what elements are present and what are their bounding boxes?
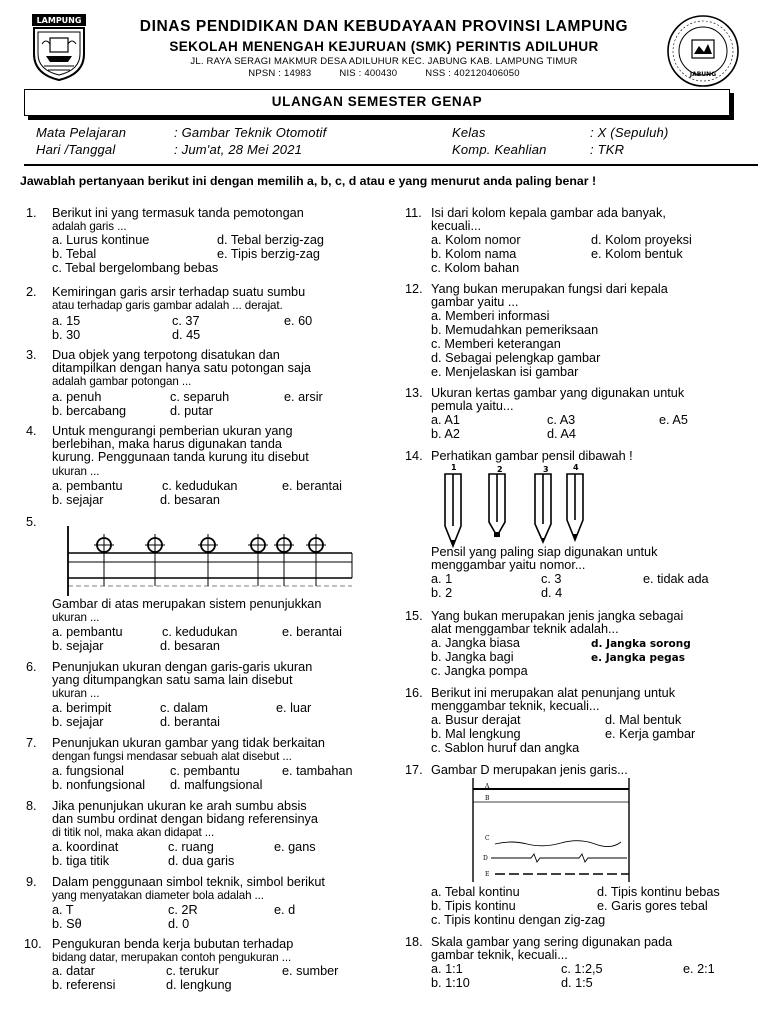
question-number: 7.	[26, 736, 37, 750]
line-b-label: B	[485, 795, 490, 802]
question-number: 4.	[26, 424, 37, 438]
option-e[interactable]: e. luar	[276, 701, 312, 715]
question-text: Untuk mengurangi pemberian ukuran yang	[52, 424, 293, 438]
option-c[interactable]: c. separuh	[170, 390, 230, 404]
option-e[interactable]: e. Kolom bentuk	[591, 247, 683, 261]
question-text: Isi dari kolom kepala gambar ada banyak,	[431, 206, 666, 220]
option-b[interactable]: b. 2	[431, 586, 453, 600]
option-b[interactable]: b. referensi	[52, 978, 116, 992]
question-text: ukuran ...	[52, 687, 100, 701]
question-text: Yang bukan merupakan jenis jangka sebagai	[431, 609, 684, 623]
question-text: adalah gambar potongan ...	[52, 375, 192, 389]
option-c[interactable]: c. dalam	[160, 701, 208, 715]
option-b[interactable]: b. Sθ	[52, 917, 82, 931]
question-text: Gambar D merupakan jenis garis...	[431, 763, 628, 777]
question-text: Berikut ini yang termasuk tanda pemotongan	[52, 206, 304, 220]
option-a[interactable]: a. koordinat	[52, 840, 119, 854]
logo-right-text: JABUNG	[689, 71, 717, 78]
question-text: Gambar di atas merupakan sistem penunjukkan	[52, 597, 322, 611]
option-b[interactable]: b. sejajar	[52, 639, 104, 653]
option-a[interactable]: a. Memberi informasi	[431, 309, 550, 323]
option-e[interactable]: e. arsir	[284, 390, 323, 404]
option-a[interactable]: a. datar	[52, 964, 96, 978]
option-e[interactable]: e. A5	[659, 413, 688, 427]
option-c[interactable]: c. 2R	[168, 903, 198, 917]
option-d[interactable]: d. lengkung	[166, 978, 232, 992]
date-label: Hari /Tanggal	[36, 142, 116, 157]
option-a[interactable]: a. berimpit	[52, 701, 112, 715]
logo-left-text: LAMPUNG	[36, 16, 82, 25]
option-b[interactable]: b. tiga titik	[52, 854, 110, 868]
question-number: 15.	[405, 609, 423, 623]
question-number: 6.	[26, 660, 37, 674]
option-d[interactable]: d. Sebagai pelengkap gambar	[431, 351, 601, 365]
option-d[interactable]: d. dua garis	[168, 854, 235, 868]
question-number: 2.	[26, 285, 37, 299]
question-text: kurung. Penggunaan tanda kurung itu disebut	[52, 450, 309, 465]
right-column	[405, 0, 739, 1024]
question-text: gambar teknik, kecuali...	[431, 948, 568, 963]
question-text: pemula yaitu...	[431, 399, 514, 414]
question-number: 12.	[405, 282, 423, 296]
option-a[interactable]: a. pembantu	[52, 479, 123, 493]
option-a[interactable]: a. pembantu	[52, 625, 123, 639]
school-address: JL. RAYA SERAGI MAKMUR DESA ADILUHUR KEC. JABUNG KAB. LAMPUNG TIMUR	[190, 56, 578, 67]
option-c[interactable]: c. pembantu	[170, 764, 240, 778]
question-number: 13.	[405, 386, 423, 400]
question-number: 1.	[26, 206, 37, 220]
option-a[interactable]: a. Jangka biasa	[431, 636, 520, 650]
option-b[interactable]: b. nonfungsional	[52, 778, 146, 792]
option-b[interactable]: b. 1:10	[431, 976, 470, 990]
class-value: : X (Sepuluh)	[590, 125, 669, 140]
nis-text: NIS : 400430	[339, 68, 398, 79]
class-label: Kelas	[452, 125, 486, 140]
option-c[interactable]: c. Tipis kontinu dengan zig-zag	[431, 913, 606, 927]
exam-title: ULANGAN SEMESTER GENAP	[24, 89, 730, 116]
option-a[interactable]: a. Kolom nomor	[431, 233, 521, 247]
option-c[interactable]: c. kedudukan	[162, 479, 238, 493]
question-text: Pensil yang paling siap digunakan untuk	[431, 545, 658, 559]
option-d[interactable]: d. besaran	[160, 639, 220, 653]
institution-heading: DINAS PENDIDIKAN DAN KEBUDAYAAN PROVINSI LAMPUNG	[139, 18, 629, 35]
question-text: Dua objek yang terpotong disatukan dan	[52, 348, 280, 362]
line-a-label: A	[485, 783, 490, 790]
option-a[interactable]: a. penuh	[52, 390, 102, 404]
option-a[interactable]: a. Busur derajat	[431, 713, 521, 727]
option-d[interactable]: d. Tipis kontinu bebas	[597, 885, 720, 899]
question-text: menggambar yaitu nomor...	[431, 558, 586, 573]
question-number: 5.	[26, 515, 37, 529]
option-a[interactable]: a. A1	[431, 413, 460, 427]
option-b[interactable]: b. 30	[52, 328, 81, 342]
question-text: Jika penunjukan ukuran ke arah sumbu absis	[52, 799, 307, 813]
option-c[interactable]: c. Tebal bergelombang bebas	[52, 261, 219, 275]
question-number: 16.	[405, 686, 423, 700]
date-value: : Jum'at, 28 Mei 2021	[174, 142, 303, 157]
option-e[interactable]: e. Garis gores tebal	[597, 899, 708, 913]
option-d[interactable]: d. Jangka sorong	[591, 638, 691, 650]
question-text: Perhatikan gambar pensil dibawah !	[431, 449, 633, 463]
question-number: 17.	[405, 763, 423, 777]
pencil-3-label: 3	[543, 465, 549, 474]
question-text: Dalam penggunaan simbol teknik, simbol berikut	[52, 875, 325, 889]
nss-text: NSS : 402120406050	[425, 68, 520, 79]
option-c[interactable]: c. A3	[547, 413, 576, 427]
option-d[interactable]: d. Mal bentuk	[605, 713, 682, 727]
option-c[interactable]: c. 37	[172, 314, 200, 328]
option-e[interactable]: e. gans	[274, 840, 316, 854]
option-d[interactable]: d. Kolom proyeksi	[591, 233, 692, 247]
option-e[interactable]: e. Menjelaskan isi gambar	[431, 365, 579, 379]
option-c[interactable]: c. Memberi keterangan	[431, 337, 561, 351]
question-text: adalah garis ...	[52, 220, 127, 234]
option-b[interactable]: b. Jangka bagi	[431, 650, 514, 664]
left-column	[26, 0, 358, 1024]
instructions: Jawablah pertanyaan berikut ini dengan memilih a, b, c, d atau e yang menurut anda paling benar !	[20, 174, 597, 188]
question-text: kecuali...	[431, 219, 482, 234]
option-b[interactable]: b. sejajar	[52, 715, 104, 729]
question-number: 18.	[405, 935, 423, 949]
option-c[interactable]: c. 1:2,5	[561, 962, 603, 976]
line-types-drawing	[471, 778, 739, 884]
npsn-text: NPSN : 14983	[248, 68, 312, 79]
option-d[interactable]: d. 1:5	[561, 976, 593, 990]
question-text: alat menggambar teknik adalah...	[431, 622, 619, 637]
question-text: Penunjukan ukuran dengan garis-garis ukuran	[52, 660, 313, 674]
option-b[interactable]: b. A2	[431, 427, 460, 441]
option-a[interactable]: a. Lurus kontinue	[52, 233, 150, 247]
option-b[interactable]: b. Tebal	[52, 247, 97, 261]
option-a[interactable]: a. 15	[52, 314, 81, 328]
school-name: SEKOLAH MENENGAH KEJURUAN (SMK) PERINTIS ADILUHUR	[169, 39, 599, 54]
option-e[interactable]: e. berantai	[282, 479, 342, 493]
option-c[interactable]: c. kedudukan	[162, 625, 238, 639]
line-e-label: E	[485, 871, 490, 878]
pencil-1-label: 1	[451, 464, 457, 472]
option-d[interactable]: d. 4	[541, 586, 563, 600]
option-e[interactable]: e. 60	[284, 314, 313, 328]
question-text: berlebihan, maka harus digunakan tanda	[52, 437, 282, 452]
option-c[interactable]: c. Kolom bahan	[431, 261, 520, 275]
option-b[interactable]: b. bercabang	[52, 404, 127, 418]
option-d[interactable]: d. besaran	[160, 493, 220, 507]
pencil-4-label: 4	[573, 464, 579, 472]
option-c[interactable]: c. ruang	[168, 840, 214, 854]
subject-label: Mata Pelajaran	[36, 125, 127, 140]
line-c-label: C	[485, 835, 490, 842]
option-b[interactable]: b. Mal lengkung	[431, 727, 521, 741]
option-b[interactable]: b. Memudahkan pemeriksaan	[431, 323, 599, 337]
option-a[interactable]: a. 1	[431, 572, 453, 586]
option-c[interactable]: c. Jangka pompa	[431, 664, 528, 678]
line-d-label: D	[483, 855, 488, 862]
question-text: Skala gambar yang sering digunakan pada	[431, 935, 673, 949]
option-e[interactable]: e. sumber	[282, 964, 339, 978]
question-text: Pengukuran benda kerja bubutan terhadap	[52, 937, 294, 951]
question-text: Yang bukan merupakan fungsi dari kepala	[431, 282, 668, 296]
option-c[interactable]: c. 3	[541, 572, 562, 586]
question-text: ditampilkan dengan hanya satu potongan saja	[52, 361, 311, 376]
question-text: bidang datar, merupakan contoh pengukuran ...	[52, 951, 292, 965]
option-e[interactable]: e. 2:1	[683, 962, 715, 976]
option-e[interactable]: e. d	[274, 903, 296, 917]
question-text: menggambar teknik, kecuali...	[431, 699, 600, 714]
option-d[interactable]: d. berantai	[160, 715, 220, 729]
competency-value: : TKR	[590, 142, 625, 157]
question-text: atau terhadap garis gambar adalah ... derajat.	[52, 299, 283, 313]
question-text: Penunjukan ukuran gambar yang tidak berkaitan	[52, 736, 325, 750]
option-e[interactable]: e. tambahan	[282, 764, 353, 778]
option-e[interactable]: e. Tipis berzig-zag	[217, 247, 320, 261]
option-c[interactable]: c. terukur	[166, 964, 219, 978]
subject-value: : Gambar Teknik Otomotif	[174, 125, 327, 140]
question-number: 3.	[26, 348, 37, 362]
question-text: ukuran ...	[52, 464, 100, 478]
option-a[interactable]: a. T	[52, 903, 74, 917]
option-c[interactable]: c. Sablon huruf dan angka	[431, 741, 580, 755]
option-d[interactable]: d. putar	[170, 404, 214, 418]
question-text: gambar yaitu ...	[431, 295, 519, 310]
option-e[interactable]: e. Kerja gambar	[605, 727, 696, 741]
option-a[interactable]: a. 1:1	[431, 962, 463, 976]
question-number: 11.	[405, 206, 422, 220]
question-number: 14.	[405, 449, 423, 463]
question-text: dengan fungsi mendasar sebuah alat disebut ...	[52, 750, 292, 764]
option-d[interactable]: d. Tebal berzig-zag	[217, 233, 324, 247]
question-text: ukuran ...	[52, 611, 100, 625]
question-text: Berikut ini merupakan alat penunjang untuk	[431, 686, 676, 700]
question-text: Ukuran kertas gambar yang digunakan untuk	[431, 386, 685, 400]
option-e[interactable]: e. berantai	[282, 625, 342, 639]
option-d[interactable]: d. malfungsional	[170, 778, 263, 792]
competency-label: Komp. Keahlian	[452, 142, 547, 157]
option-d[interactable]: d. A4	[547, 427, 576, 441]
option-d[interactable]: d. 0	[168, 917, 190, 931]
pencil-2-label: 2	[497, 465, 503, 474]
option-b[interactable]: b. Kolom nama	[431, 247, 517, 261]
question-text: yang ditumpangkan satu sama lain disebut	[52, 673, 293, 688]
option-e[interactable]: e. Jangka pegas	[591, 652, 685, 664]
option-b[interactable]: b. Tipis kontinu	[431, 899, 516, 913]
option-b[interactable]: b. sejajar	[52, 493, 104, 507]
question-text: di titik nol, maka akan didapat ...	[52, 826, 215, 840]
option-a[interactable]: a. Tebal kontinu	[431, 885, 520, 899]
question-number: 8.	[26, 799, 37, 813]
question-number: 9.	[26, 875, 37, 889]
question-text: Kemiringan garis arsir terhadap suatu sumbu	[52, 285, 306, 299]
option-d[interactable]: d. 45	[172, 328, 201, 342]
question-text: yang menyatakan diameter bola adalah ...	[52, 889, 264, 903]
question-text: dan sumbu ordinat dengan bidang referensinya	[52, 812, 318, 827]
option-a[interactable]: a. fungsional	[52, 764, 124, 778]
question-number: 10.	[24, 937, 42, 951]
pencil-drawing	[425, 464, 739, 548]
option-e[interactable]: e. tidak ada	[643, 572, 709, 586]
dimension-drawing	[52, 524, 358, 596]
